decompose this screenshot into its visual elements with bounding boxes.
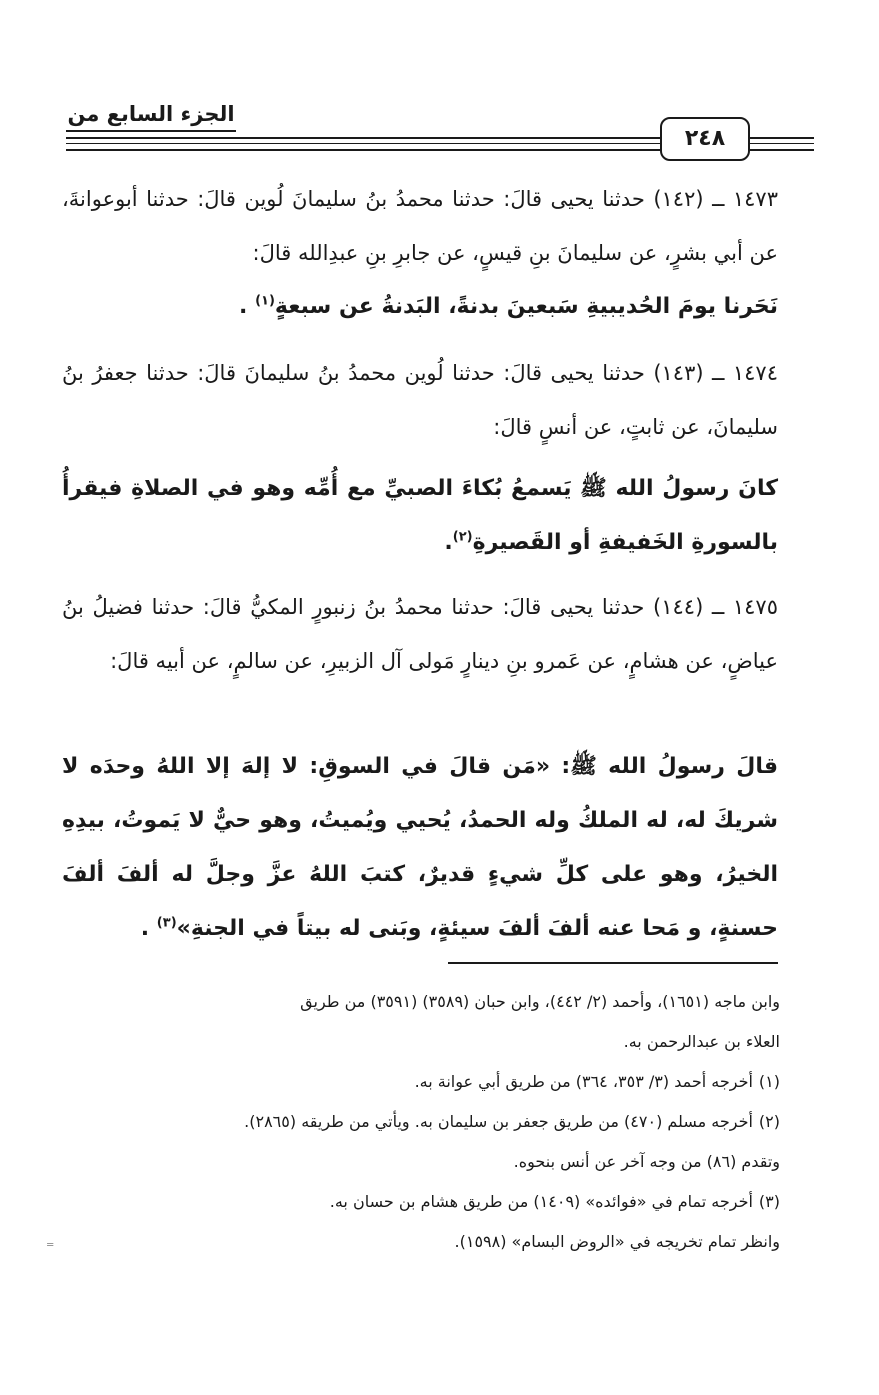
footnote-text: أخرجه مسلم (٤٧٠) من طريق جعفر بن سليمان به. ويأتي من طريقه (٢٨٦٥). <box>244 1112 753 1131</box>
hadith-matn <box>62 280 778 334</box>
margin-mark: = <box>46 1240 55 1251</box>
footnote-continuation: وابن ماجه (١٦٥١)، وأحمد (٢/ ٤٤٢)، وابن حبان (٣٥٨٩) (٣٥٩١) من طريق <box>300 992 780 1011</box>
footnote-text: وانظر تمام تخريجه في «الروض البسام» (١٥٩٨). <box>454 1232 780 1251</box>
running-title: الجزء السابع من <box>67 102 235 126</box>
hadith-isnad: ١٤٧٥ ــ (١٤٤) حدثنا يحيى قالَ: حدثنا محمدُ بنُ زنبورٍ المكيُّ قالَ: حدثنا فضيلُ بنُ عياضٍ، عن هشامٍ، عن عَمرو بنِ دينارٍ مَولى آل الزبيرِ، عن سالمٍ، عن أبيه قالَ: <box>62 595 778 673</box>
footnote <box>62 1187 780 1217</box>
header-rule <box>748 143 814 144</box>
sentence-end: . <box>239 294 256 319</box>
footnote-number: (١) <box>758 1072 780 1091</box>
footnote-continuation: العلاء بن عبدالرحمن به. <box>623 1032 780 1051</box>
footnote-ref: (٢) <box>452 529 473 545</box>
footnote <box>62 1107 780 1137</box>
page-number: ٢٤٨ <box>660 117 750 161</box>
header-rule <box>748 149 814 151</box>
hadith-matn-text: نَحَرنا يومَ الحُديبيةِ سَبعينَ بدنةً، البَدنةُ عن سبعةٍ <box>274 294 778 319</box>
title-underline <box>66 130 236 132</box>
hadith-matn <box>62 740 778 956</box>
header-rule <box>748 137 814 139</box>
footnote-text: أخرجه أحمد (٣/ ٣٥٣، ٣٦٤) من طريق أبي عوانة به. <box>414 1072 753 1091</box>
hadith-isnad: ١٤٧٣ ــ (١٤٢) حدثنا يحيى قالَ: حدثنا محمدُ بنُ سليمانَ لُوين قالَ: حدثنا أبوعوانةَ، عن أبي بشرٍ، عن سليمانَ بنِ قيسٍ، عن جابرِ بنِ عبدِالله قالَ: <box>62 187 778 265</box>
footnote-number: (٢) <box>758 1112 780 1131</box>
footnote-text: وتقدم (٨٦) من وجه آخر عن أنس بنحوه. <box>513 1152 780 1171</box>
hadith-matn <box>62 462 778 570</box>
hadith-matn-text: كانَ رسولُ الله ﷺ يَسمعُ بُكاءَ الصبيِّ مع أُمِّه وهو في الصلاةِ فيقرأُ بالسورةِ الخَفيفةِ أو القَصيرةِ <box>62 476 778 555</box>
hadith-isnad: ١٤٧٤ ــ (١٤٣) حدثنا يحيى قالَ: حدثنا لُوين محمدُ بنُ سليمانَ قالَ: حدثنا جعفرُ بنُ سليمانَ، عن ثابتٍ، عن أنسٍ قالَ: <box>62 361 778 439</box>
sentence-end: . <box>140 916 157 941</box>
footnote-ref: (١) <box>255 293 275 309</box>
footnote-separator <box>448 962 778 964</box>
footnote <box>62 1067 780 1097</box>
hadith-matn-text: قالَ رسولُ الله ﷺ: «مَن قالَ في السوقِ: لا إلهَ إلا اللهُ وحدَه لا شريكَ له، له الملكُ وله الحمدُ، يُحيي ويُميتُ، وهو حيٌّ لا يَموتُ، بيدِهِ الخيرُ، وهو على كلِّ شيءٍ قديرٌ، كتبَ اللهُ عزَّ وجلَّ له ألفَ ألفَ حسنةٍ، و مَحا عنه ألفَ ألفَ سيئةٍ، وبَنى له بيتاً في الجنةِ» <box>62 754 778 941</box>
header-rule <box>66 137 660 139</box>
header-rule <box>66 143 660 144</box>
footnote-ref: (٣) <box>156 915 177 931</box>
footnote-number: (٣) <box>758 1192 780 1211</box>
footnote-text: أخرجه تمام في «فوائده» (١٤٠٩) من طريق هشام بن حسان به. <box>329 1192 753 1211</box>
sentence-end: . <box>444 530 453 555</box>
header-rule <box>66 149 660 151</box>
